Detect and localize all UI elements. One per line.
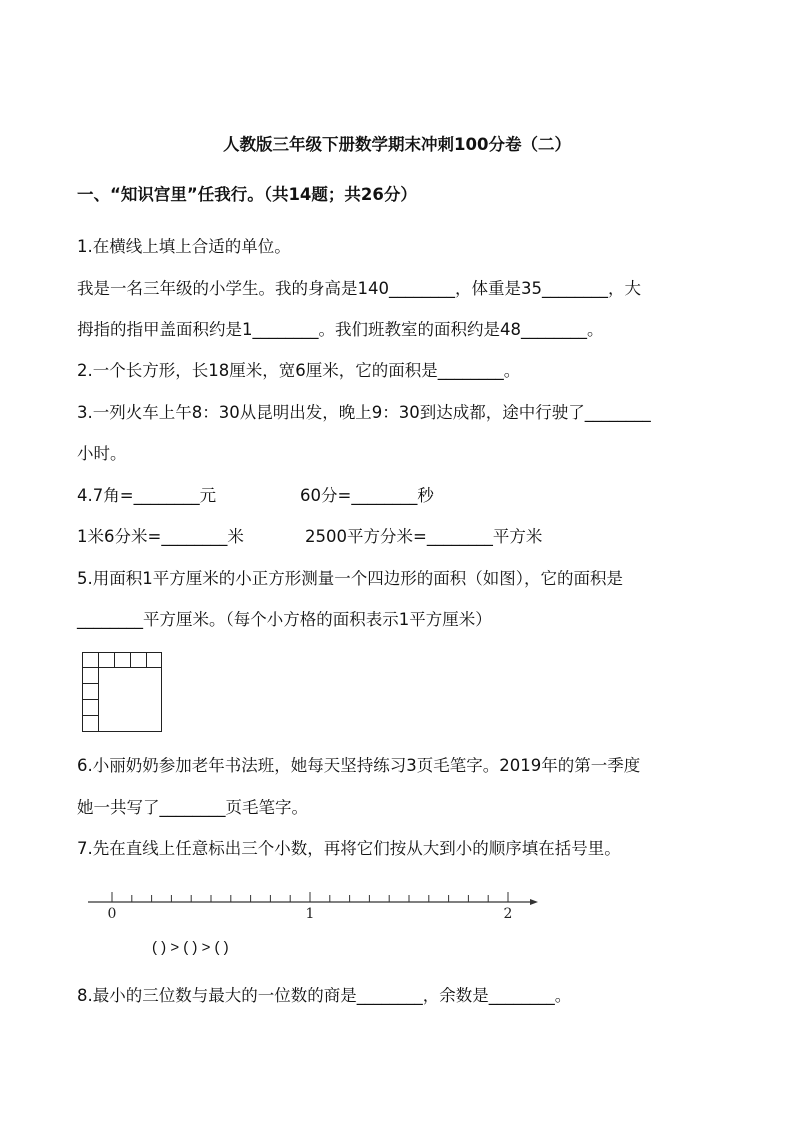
question-4-line-a-right: 60分=________秒 (300, 486, 434, 505)
question-3-line-a: 3.一列火车上午8：30从昆明出发，晚上9：30到达成都，途中行驶了________ (77, 403, 651, 422)
question-6-line-b: 她一共写了________页毛笔字。 (77, 798, 308, 817)
question-8: 8.最小的三位数与最大的一位数的商是________，余数是________。 (77, 986, 572, 1005)
page-title: 人教版三年级下册数学期末冲刺100分卷（二） (223, 135, 571, 154)
arrow-head-icon (530, 899, 538, 905)
quadrilateral-grid-figure (82, 652, 164, 734)
question-4-line-b-right: 2500平方分米=________平方米 (305, 527, 543, 546)
question-4-line-a-left: 4.7角=________元 (77, 486, 217, 505)
number-line-label-2: 2 (503, 906, 513, 922)
number-line-label-0: 0 (107, 906, 117, 922)
question-2: 2.一个长方形，长18厘米，宽6厘米，它的面积是________。 (77, 361, 521, 380)
question-5-line-b: ________平方厘米。（每个小方格的面积表示1平方厘米） (77, 610, 492, 629)
number-line-label-1: 1 (305, 906, 315, 922)
question-1-line-a: 我是一名三年级的小学生。我的身高是140________，体重是35________，大 (77, 279, 641, 298)
question-3-line-b: 小时。 (77, 444, 127, 463)
question-1-line-b: 拇指的指甲盖面积约是1________。我们班教室的面积约是48________。 (77, 320, 604, 339)
ordering-brackets: ( ) > ( ) > ( ) (152, 939, 229, 956)
section-heading: 一、“知识宫里”任我行。（共14题；共26分） (77, 185, 417, 204)
question-7: 7.先在直线上任意标出三个小数，再将它们按从大到小的顺序填在括号里。 (77, 839, 621, 858)
question-6-line-a: 6.小丽奶奶参加老年书法班，她每天坚持练习3页毛笔字。2019年的第一季度 (77, 756, 641, 775)
question-1: 1.在横线上填上合适的单位。 (77, 237, 291, 256)
number-line-figure (88, 880, 548, 926)
question-5-line-a: 5.用面积1平方厘米的小正方形测量一个四边形的面积（如图），它的面积是 (77, 569, 623, 588)
question-4-line-b-left: 1米6分米=________米 (77, 527, 244, 546)
